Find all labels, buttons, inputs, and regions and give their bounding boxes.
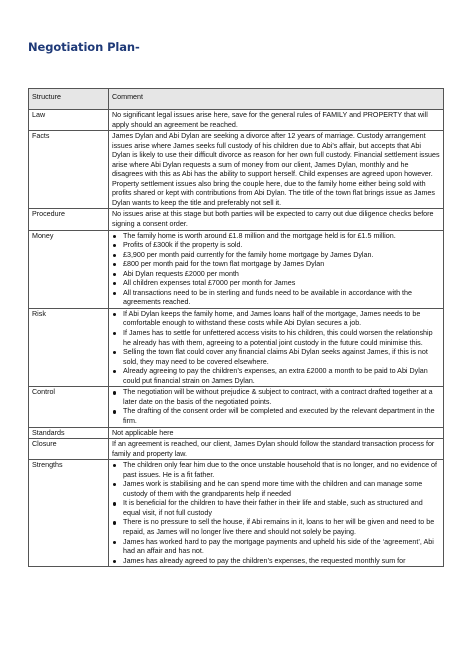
money-item: All children expenses total £7000 per month for James [112, 279, 440, 289]
strengths-item: James has worked hard to pay the mortgage payments and upheld his side of the ‘agreement’, Abi had an affair and has not. [112, 538, 440, 557]
strengths-item: James work is stabilising and he can spend more time with the children and can manage some custody of them with the grandparents help if needed [112, 480, 440, 499]
row-label-strengths: Strengths [29, 460, 109, 567]
row-comment-law: No significant legal issues arise here, save for the general rules of FAMILY and PROPERTY that will apply should an agreement be reached. [109, 110, 444, 131]
money-item: £3,900 per month paid currently for the family home mortgage by James Dylan. [112, 251, 440, 261]
control-item: The drafting of the consent order will be completed and executed by the relevant department in the firm. [112, 407, 440, 426]
structure-header: Structure [29, 89, 109, 110]
control-list [112, 388, 440, 426]
table-row-risk [29, 308, 444, 386]
row-label-law: Law [29, 110, 109, 131]
row-comment-closure: If an agreement is reached, our client, James Dylan should follow the standard transaction process for family and property law. [109, 439, 444, 460]
risk-item: If Abi Dylan keeps the family home, and James loans half of the mortgage, James needs to be comfortable enough to withstand these costs while Abi Dylan secures a job. [112, 310, 440, 329]
table-row-closure [29, 439, 444, 460]
row-comment-standards: Not applicable here [109, 427, 444, 439]
row-label-risk: Risk [29, 308, 109, 386]
table-row-control [29, 387, 444, 427]
row-label-control: Control [29, 387, 109, 427]
table-row-strengths [29, 460, 444, 567]
money-item: The family home is worth around £1.8 million and the mortgage held is for £1.5 million. [112, 232, 440, 242]
row-label-standards: Standards [29, 427, 109, 439]
money-item: Profits of £300k if the property is sold. [112, 241, 440, 251]
row-label-facts: Facts [29, 131, 109, 209]
money-item: £800 per month paid for the town flat mortgage by James Dylan [112, 260, 440, 270]
strengths-list [112, 461, 440, 566]
comment-header: Comment [109, 89, 444, 110]
row-comment-control [109, 387, 444, 427]
strengths-item: The children only fear him due to the once unstable household that is no longer, and no evidence of past issues. He is a fit father. [112, 461, 440, 480]
strengths-item: James has already agreed to pay the children’s expenses, the requested monthly sum for [112, 557, 440, 567]
risk-list [112, 310, 440, 386]
strengths-item: There is no pressure to sell the house, if Abi remains in it, loans to her will be given and need to be repaid, as James will no longer live there and should not solely be paying. [112, 518, 440, 537]
money-item: All transactions need to be in sterling and funds need to be available in accordance with the agreements reached. [112, 289, 440, 308]
risk-item: Selling the town flat could cover any financial claims Abi Dylan seeks against James, if this is not sold, they may need to be covered elsewhere. [112, 348, 440, 367]
control-item: The negotiation will be without prejudice & subject to contract, with a contract drafted together at a later date on the basis of the negotiated points. [112, 388, 440, 407]
money-list [112, 232, 440, 308]
row-label-money: Money [29, 230, 109, 308]
negotiation-plan-table [28, 88, 444, 567]
table-row-facts [29, 131, 444, 209]
risk-item: Already agreeing to pay the children’s expenses, an extra £2000 a month to be paid to Abi Dylan could put financial strain on James Dylan. [112, 367, 440, 386]
page-title: Negotiation Plan- [28, 40, 140, 54]
table-row-procedure [29, 209, 444, 230]
table-header-row [29, 89, 444, 110]
money-item: Abi Dylan requests £2000 per month [112, 270, 440, 280]
strengths-item: It is beneficial for the children to have their father in their life and stable, such as structured and equal visit, if not full custody [112, 499, 440, 518]
risk-item: If James has to settle for unfettered access visits to his children, this could worsen the relationship he already has with them, agreeing to a potential joint custody in the future could minimise this. [112, 329, 440, 348]
row-comment-procedure: No issues arise at this stage but both parties will be expected to carry out due diligence checks before signing a consent order. [109, 209, 444, 230]
row-label-closure: Closure [29, 439, 109, 460]
row-comment-strengths [109, 460, 444, 567]
table-row-law [29, 110, 444, 131]
row-label-procedure: Procedure [29, 209, 109, 230]
row-comment-risk [109, 308, 444, 386]
table-row-money [29, 230, 444, 308]
table-row-standards [29, 427, 444, 439]
row-comment-money [109, 230, 444, 308]
row-comment-facts: James Dylan and Abi Dylan are seeking a divorce after 12 years of marriage. Custody arrangement issues arise where James seeks full custody of his children due to Abi’s affair, but accepts that Abi Dylan is likely to use their difficult divorce as reason for her own full custody. Financial settlement issues arise where Abi Dylan requests a sum of money from our client, James Dylan, monthly and he disagrees with this as Abi has the ability to support herself. Child expenses are agreed upon however. Property settlement issues also bring the couple here, due to the family home either being sold with profits shared or kept with contributions from Abi Dylan. The title of the town flat brings issue as James Dylan wants to keep the title and preferably not sell it. [109, 131, 444, 209]
